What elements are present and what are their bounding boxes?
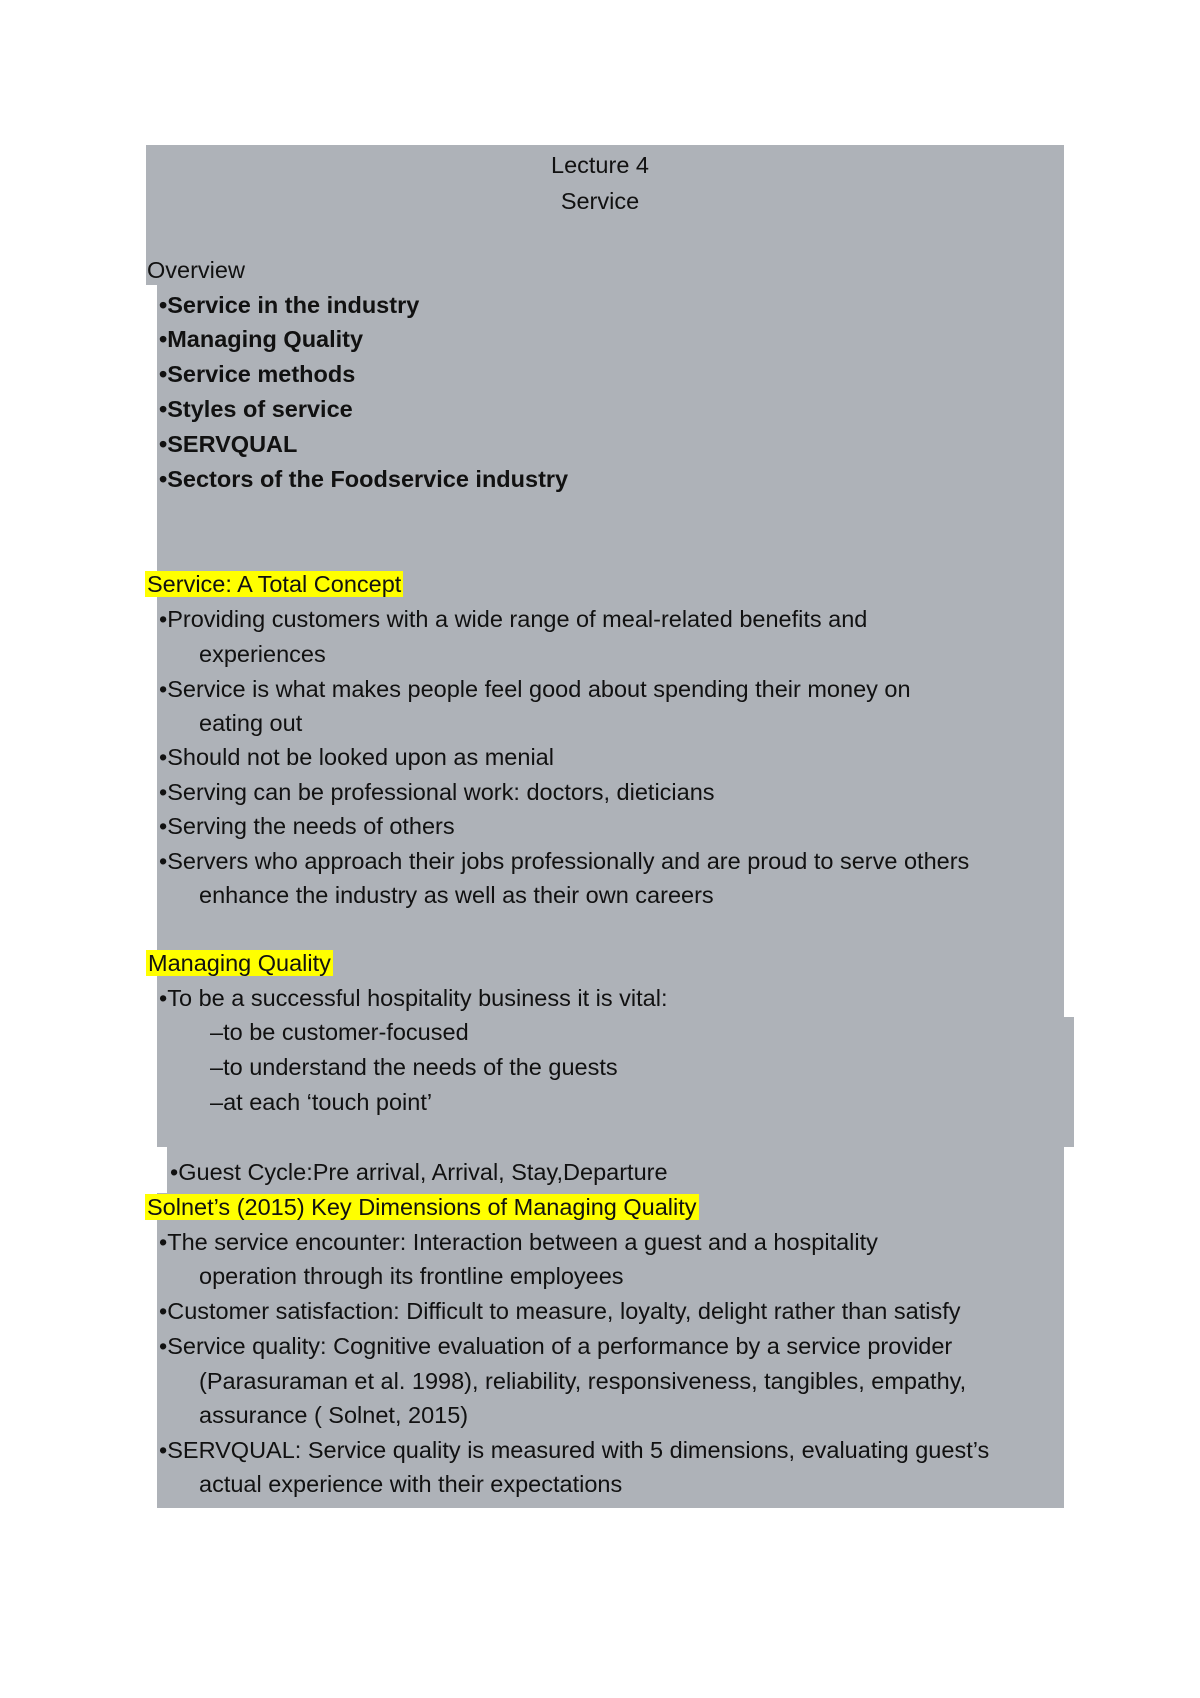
overview-item: •Service in the industry <box>159 292 420 318</box>
concept-line: •Service is what makes people feel good about spending their money on <box>159 676 911 702</box>
concept-line: •Serving the needs of others <box>159 813 455 839</box>
solnet-line: actual experience with their expectations <box>199 1471 623 1497</box>
section-heading-managing-quality <box>146 946 333 980</box>
highlighted-heading: Managing Quality <box>148 950 331 976</box>
solnet-line: operation through its frontline employees <box>199 1263 624 1289</box>
quality-subitem: –to understand the needs of the guests <box>210 1054 618 1080</box>
section-heading-solnet <box>145 1190 699 1224</box>
quality-subitem: –at each ‘touch point’ <box>210 1089 433 1115</box>
quality-subitem: –to be customer-focused <box>210 1019 469 1045</box>
overview-item: •Sectors of the Foodservice industry <box>159 466 569 492</box>
lecture-number: Lecture 4 <box>551 152 649 178</box>
section-heading-total-concept <box>145 567 403 601</box>
solnet-line: (Parasuraman et al. 1998), reliability, responsiveness, tangibles, empathy, <box>199 1368 967 1394</box>
page-title: Service <box>560 188 640 214</box>
concept-line: experiences <box>199 641 326 667</box>
concept-line: •Servers who approach their jobs professionally and are proud to serve others <box>159 848 970 874</box>
solnet-line: •Customer satisfaction: Difficult to measure, loyalty, delight rather than satisfy <box>159 1298 961 1324</box>
overview-item: •SERVQUAL <box>159 431 298 457</box>
solnet-line: assurance ( Solnet, 2015) <box>199 1402 469 1428</box>
solnet-line: •The service encounter: Interaction between a guest and a hospitality <box>159 1229 878 1255</box>
solnet-line: •Service quality: Cognitive evaluation of a performance by a service provider <box>159 1333 953 1359</box>
concept-line: enhance the industry as well as their own careers <box>199 882 714 908</box>
quality-intro: •To be a successful hospitality business it is vital: <box>159 985 668 1011</box>
concept-line: eating out <box>199 710 303 736</box>
highlighted-heading: Solnet’s (2015) Key Dimensions of Managing Quality <box>147 1194 697 1220</box>
concept-line: •Serving can be professional work: doctors, dieticians <box>159 779 715 805</box>
concept-line: •Should not be looked upon as menial <box>159 744 554 770</box>
overview-item: •Service methods <box>159 361 356 387</box>
overview-item: •Managing Quality <box>159 326 364 352</box>
concept-line: •Providing customers with a wide range of meal-related benefits and <box>159 606 868 632</box>
overview-item: •Styles of service <box>159 396 353 422</box>
guest-cycle: •Guest Cycle:Pre arrival, Arrival, Stay,Departure <box>170 1159 668 1185</box>
highlighted-heading: Service: A Total Concept <box>147 571 402 597</box>
solnet-line: •SERVQUAL: Service quality is measured with 5 dimensions, evaluating guest’s <box>159 1437 990 1463</box>
overview-heading: Overview <box>147 257 245 283</box>
